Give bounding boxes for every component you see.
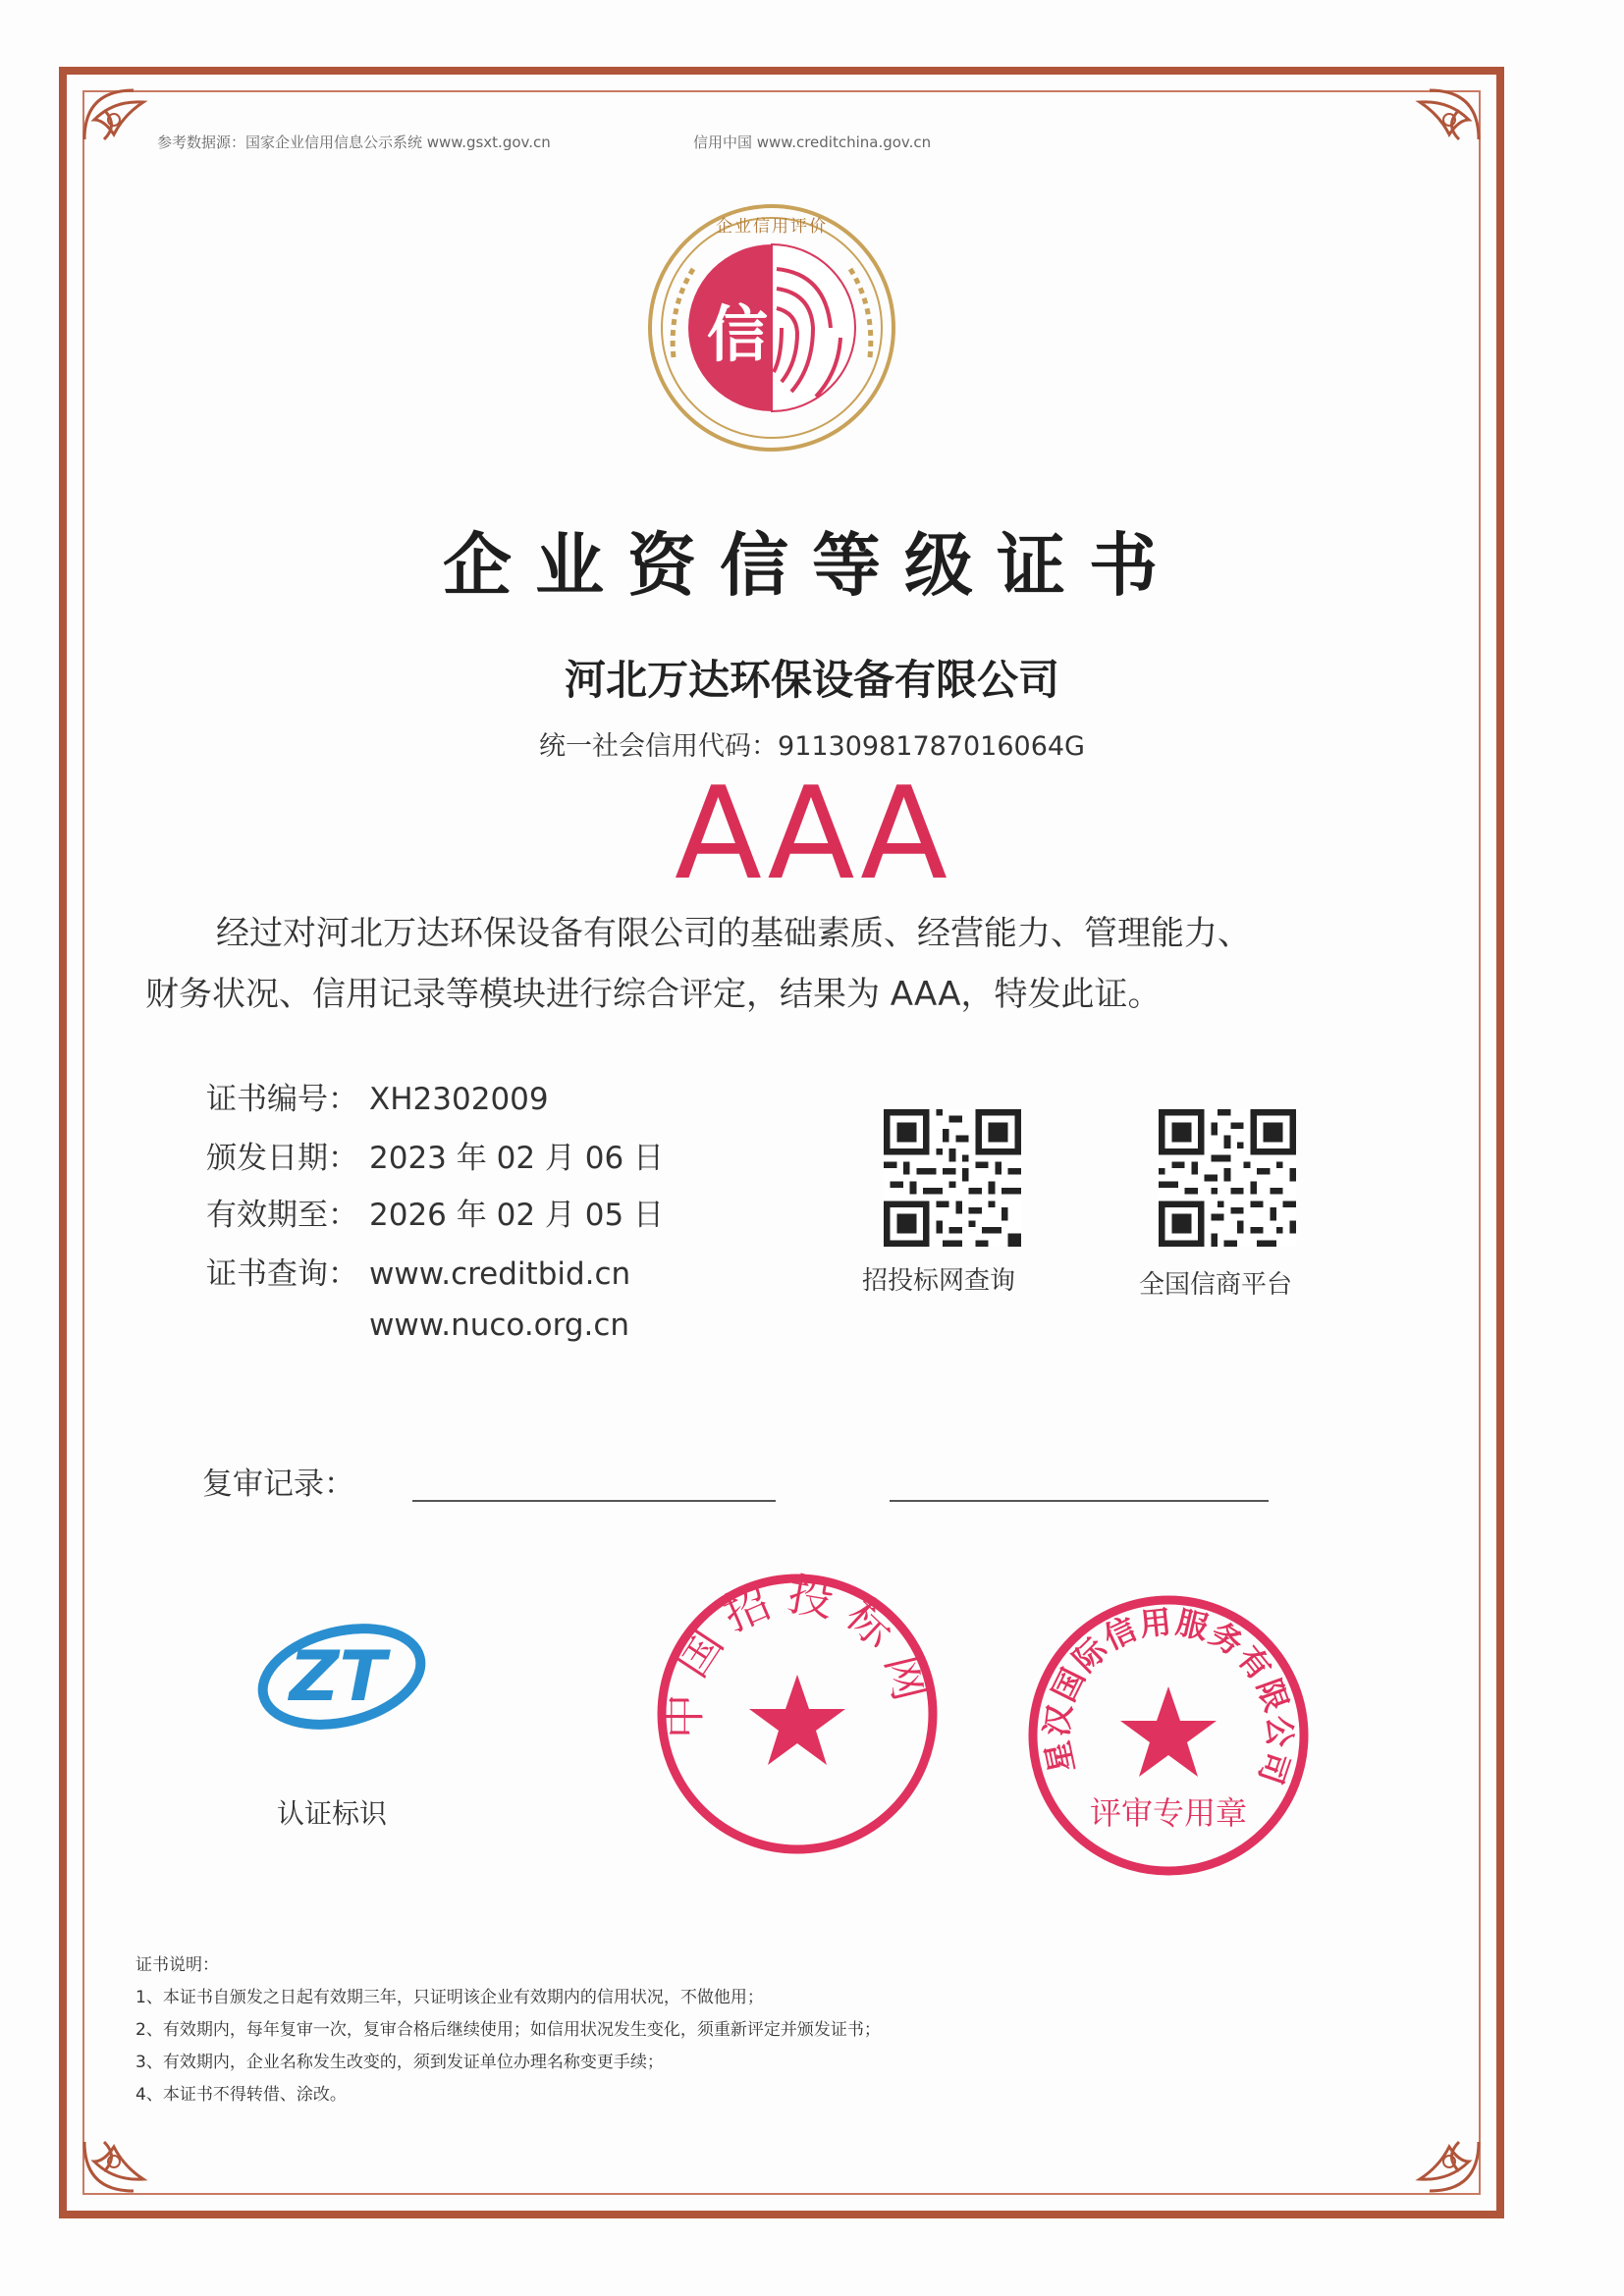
query-url-1: www.creditbid.cn	[369, 1256, 631, 1292]
note-item: 1、本证书自颁发之日起有效期三年，只证明该企业有效期内的信用状况，不做他用；	[135, 1988, 764, 2007]
certificate-number-label: 证书编号：	[206, 1082, 358, 1117]
credit-service-seal-icon	[1021, 1588, 1316, 1883]
qr-code-icon	[884, 1109, 1021, 1247]
qr-label-bid-query: 招投标网查询	[862, 1266, 1016, 1296]
valid-date-label: 有效期至：	[206, 1198, 358, 1233]
notes-title: 证书说明：	[135, 1955, 219, 1975]
seal-1-text: 中国招投标网	[656, 1567, 941, 1739]
credit-code: 统一社会信用代码：91130981787016064G	[539, 731, 1085, 762]
query-url-2: www.nuco.org.cn	[369, 1308, 630, 1343]
fingerprint-credit-emblem-icon	[644, 200, 899, 455]
zt-certification-logo-icon	[253, 1610, 430, 1737]
review-record-label: 复审记录：	[202, 1467, 354, 1502]
review-signature-line	[890, 1500, 1269, 1502]
corner-ornament-icon	[1371, 2083, 1489, 2201]
note-item: 3、有效期内，企业名称发生改变的，须到发证单位办理名称变更手续；	[135, 2053, 664, 2072]
statement-line-2: 财务状况、信用记录等模块进行综合评定，结果为 AAA，特发此证。	[145, 975, 1162, 1014]
corner-ornament-icon	[1371, 80, 1489, 198]
certificate-notes	[135, 1949, 881, 2111]
seal-2-subtext: 评审专用章	[1089, 1794, 1248, 1832]
valid-date-row	[206, 1190, 664, 1234]
note-item: 4、本证书不得转借、涂改。	[135, 2085, 347, 2105]
source-gsxt: 参考数据源：国家企业信用信息公示系统 www.gsxt.gov.cn	[157, 133, 551, 151]
certification-mark-label: 认证标识	[277, 1797, 388, 1830]
credit-grade: AAA	[674, 759, 950, 908]
company-name: 河北万达环保设备有限公司	[564, 656, 1059, 704]
review-signature-line	[412, 1500, 776, 1502]
qr-code-icon	[1159, 1109, 1296, 1247]
certificate-number: XH2302009	[369, 1082, 549, 1117]
statement-line-1: 经过对河北万达环保设备有限公司的基础素质、经营能力、管理能力、	[216, 914, 1251, 953]
bidding-network-seal-icon	[650, 1567, 945, 1861]
zt-logo-text: ZT	[289, 1636, 387, 1717]
issue-date-label: 颁发日期：	[206, 1141, 358, 1176]
query-label: 证书查询：	[206, 1256, 358, 1292]
certificate-title: 企业资信等级证书	[443, 525, 1181, 606]
emblem-character: 信	[706, 298, 769, 370]
source-creditchina: 信用中国 www.creditchina.gov.cn	[693, 133, 932, 151]
valid-date: 2026 年 02 月 05 日	[369, 1198, 665, 1233]
issue-date-row	[206, 1133, 664, 1177]
seal-2-text: 星汉国际信用服务有限公司	[1037, 1602, 1299, 1791]
certificate-number-row	[206, 1074, 549, 1118]
emblem-label: 企业信用评价	[716, 217, 828, 237]
certificate-statement	[145, 903, 1422, 1025]
note-item: 2、有效期内，每年复审一次，复审合格后继续使用；如信用状况发生变化，须重新评定并颁发证书；	[135, 2020, 881, 2040]
qr-label-credit-platform: 全国信商平台	[1139, 1270, 1293, 1300]
query-row	[206, 1249, 630, 1293]
issue-date: 2023 年 02 月 06 日	[369, 1141, 665, 1176]
